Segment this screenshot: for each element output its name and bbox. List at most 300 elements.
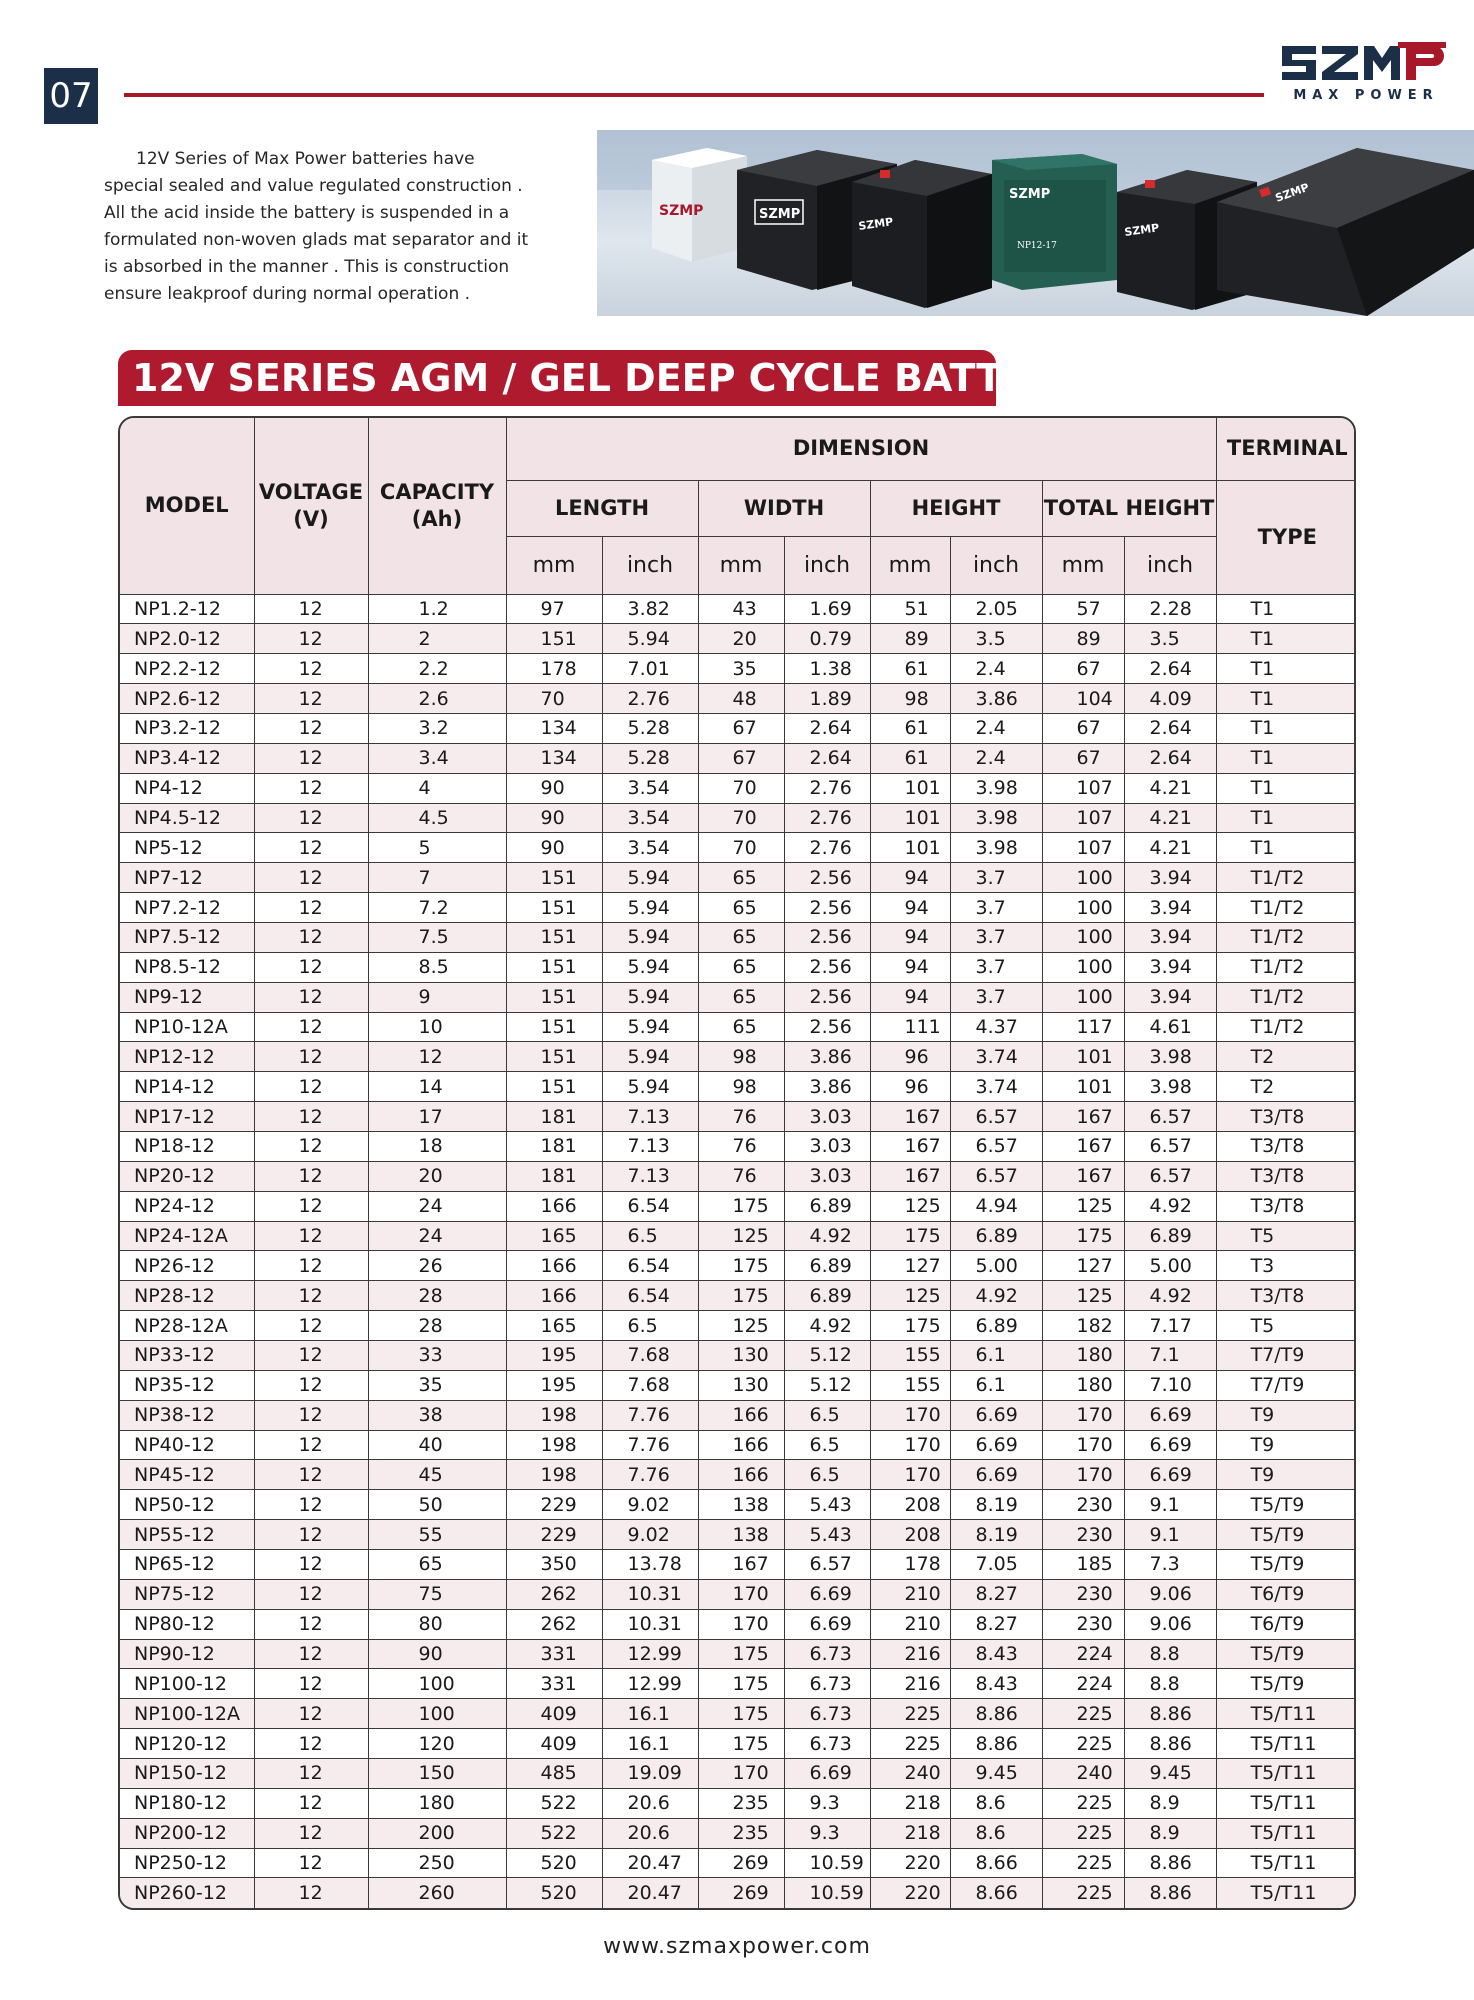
cell-height-inch: 3.74 [950,1042,1042,1072]
table-row [120,1191,1356,1221]
header-total-height-mm: mm [1042,536,1124,594]
cell-height-inch: 6.89 [950,1311,1042,1341]
table-row [120,1072,1356,1102]
cell-terminal-type: T9 [1216,1460,1356,1490]
cell-voltage: 12 [254,743,368,773]
table-row [120,1340,1356,1370]
cell-height-inch: 3.98 [950,773,1042,803]
page-number: 07 [44,68,98,124]
cell-total-height-inch: 9.06 [1124,1579,1216,1609]
header-rule [124,93,1264,97]
cell-model: NP200-12 [120,1818,254,1848]
cell-width-inch: 3.03 [784,1161,870,1191]
cell-width-inch: 1.38 [784,654,870,684]
cell-width-mm: 35 [698,654,784,684]
cell-width-mm: 65 [698,952,784,982]
cell-model: NP20-12 [120,1161,254,1191]
cell-total-height-inch: 4.92 [1124,1281,1216,1311]
cell-total-height-inch: 2.64 [1124,654,1216,684]
cell-capacity: 14 [368,1072,506,1102]
cell-total-height-mm: 167 [1042,1131,1124,1161]
cell-width-inch: 6.89 [784,1191,870,1221]
brand-tagline: MAX POWER [1293,88,1439,103]
cell-capacity: 17 [368,1102,506,1132]
cell-voltage: 12 [254,1370,368,1400]
cell-total-height-mm: 175 [1042,1221,1124,1251]
cell-voltage: 12 [254,1639,368,1669]
cell-capacity: 33 [368,1340,506,1370]
cell-height-mm: 220 [870,1848,950,1878]
cell-model: NP3.2-12 [120,713,254,743]
cell-height-mm: 170 [870,1400,950,1430]
table-row [120,1311,1356,1341]
cell-voltage: 12 [254,1729,368,1759]
cell-length-mm: 198 [506,1400,602,1430]
cell-terminal-type: T5/T11 [1216,1848,1356,1878]
cell-terminal-type: T5/T11 [1216,1729,1356,1759]
cell-width-inch: 9.3 [784,1788,870,1818]
cell-capacity: 12 [368,1042,506,1072]
cell-width-inch: 2.76 [784,833,870,863]
cell-model: NP100-12A [120,1699,254,1729]
cell-total-height-inch: 7.10 [1124,1370,1216,1400]
cell-model: NP2.2-12 [120,654,254,684]
cell-terminal-type: T5/T9 [1216,1490,1356,1520]
cell-height-mm: 125 [870,1281,950,1311]
cell-voltage: 12 [254,952,368,982]
cell-voltage: 12 [254,1609,368,1639]
cell-total-height-mm: 125 [1042,1191,1124,1221]
cell-width-mm: 125 [698,1311,784,1341]
cell-terminal-type: T3/T8 [1216,1191,1356,1221]
cell-terminal-type: T2 [1216,1072,1356,1102]
table-row [120,1699,1356,1729]
cell-length-mm: 262 [506,1609,602,1639]
cell-model: NP4.5-12 [120,803,254,833]
cell-model: NP5-12 [120,833,254,863]
header-length-inch: inch [602,536,698,594]
header-height-mm: mm [870,536,950,594]
cell-voltage: 12 [254,1848,368,1878]
cell-width-inch: 4.92 [784,1311,870,1341]
cell-total-height-mm: 170 [1042,1460,1124,1490]
cell-height-inch: 3.7 [950,893,1042,923]
cell-total-height-inch: 8.86 [1124,1699,1216,1729]
cell-height-mm: 216 [870,1669,950,1699]
cell-total-height-mm: 167 [1042,1161,1124,1191]
cell-voltage: 12 [254,684,368,714]
cell-total-height-mm: 185 [1042,1550,1124,1580]
cell-length-inch: 7.13 [602,1161,698,1191]
cell-width-inch: 9.3 [784,1818,870,1848]
cell-voltage: 12 [254,1221,368,1251]
cell-length-mm: 198 [506,1460,602,1490]
cell-terminal-type: T5/T11 [1216,1878,1356,1908]
cell-length-inch: 10.31 [602,1609,698,1639]
header-height: HEIGHT [870,480,1042,536]
cell-terminal-type: T2 [1216,1042,1356,1072]
cell-model: NP28-12 [120,1281,254,1311]
table-row [120,1848,1356,1878]
section-title-banner: 12V SERIES AGM / GEL DEEP CYCLE BATTERY [118,350,996,406]
cell-height-inch: 6.69 [950,1400,1042,1430]
cell-width-inch: 6.73 [784,1639,870,1669]
cell-terminal-type: T5/T9 [1216,1520,1356,1550]
cell-height-mm: 170 [870,1430,950,1460]
cell-length-mm: 151 [506,1072,602,1102]
cell-width-mm: 43 [698,594,784,624]
cell-width-inch: 6.69 [784,1579,870,1609]
cell-length-mm: 520 [506,1848,602,1878]
cell-terminal-type: T1 [1216,594,1356,624]
cell-length-inch: 7.76 [602,1400,698,1430]
cell-total-height-mm: 89 [1042,624,1124,654]
cell-width-inch: 5.43 [784,1490,870,1520]
table-row [120,773,1356,803]
cell-voltage: 12 [254,803,368,833]
table-row [120,803,1356,833]
cell-length-inch: 13.78 [602,1550,698,1580]
cell-length-inch: 7.76 [602,1460,698,1490]
cell-total-height-mm: 101 [1042,1072,1124,1102]
cell-length-mm: 151 [506,863,602,893]
cell-width-mm: 175 [698,1251,784,1281]
header-length-mm: mm [506,536,602,594]
cell-terminal-type: T1/T2 [1216,863,1356,893]
cell-width-mm: 170 [698,1759,784,1789]
table-row [120,893,1356,923]
cell-length-inch: 6.5 [602,1221,698,1251]
cell-width-inch: 2.64 [784,743,870,773]
cell-model: NP40-12 [120,1430,254,1460]
cell-capacity: 40 [368,1430,506,1460]
battery-spec-table [118,416,1356,1910]
table-row [120,624,1356,654]
cell-total-height-inch: 4.61 [1124,1012,1216,1042]
cell-total-height-inch: 6.57 [1124,1102,1216,1132]
cell-capacity: 50 [368,1490,506,1520]
cell-voltage: 12 [254,982,368,1012]
cell-total-height-mm: 225 [1042,1699,1124,1729]
cell-capacity: 35 [368,1370,506,1400]
table-row [120,1370,1356,1400]
table-row [120,1729,1356,1759]
cell-capacity: 120 [368,1729,506,1759]
cell-total-height-inch: 8.9 [1124,1818,1216,1848]
cell-total-height-inch: 8.86 [1124,1848,1216,1878]
cell-length-inch: 5.94 [602,624,698,654]
cell-height-inch: 3.7 [950,922,1042,952]
cell-length-inch: 5.94 [602,982,698,1012]
cell-voltage: 12 [254,1012,368,1042]
cell-width-inch: 6.73 [784,1669,870,1699]
cell-height-mm: 89 [870,624,950,654]
cell-height-mm: 96 [870,1042,950,1072]
table-row [120,1609,1356,1639]
cell-voltage: 12 [254,1400,368,1430]
cell-capacity: 24 [368,1221,506,1251]
cell-voltage: 12 [254,863,368,893]
cell-width-inch: 3.03 [784,1102,870,1132]
cell-terminal-type: T5 [1216,1221,1356,1251]
cell-height-mm: 216 [870,1639,950,1669]
cell-length-inch: 2.76 [602,684,698,714]
cell-length-inch: 6.54 [602,1251,698,1281]
cell-total-height-mm: 107 [1042,833,1124,863]
cell-height-mm: 220 [870,1878,950,1908]
cell-width-inch: 6.5 [784,1400,870,1430]
cell-length-mm: 262 [506,1579,602,1609]
cell-length-mm: 70 [506,684,602,714]
cell-total-height-inch: 4.21 [1124,803,1216,833]
table-row [120,1281,1356,1311]
intro-text: 12V Series of Max Power batteries have special sealed and value regulated construction . All the acid inside the battery is suspended in a formulated non-woven glads mat separator and it is absorbed in the manner . This is construction ensure leakproof during normal operation . [104,149,529,304]
table-row [120,1161,1356,1191]
cell-voltage: 12 [254,624,368,654]
cell-width-mm: 269 [698,1878,784,1908]
cell-width-mm: 167 [698,1550,784,1580]
cell-voltage: 12 [254,1520,368,1550]
cell-height-mm: 210 [870,1579,950,1609]
cell-capacity: 7.2 [368,893,506,923]
table-row [120,982,1356,1012]
table-row [120,684,1356,714]
cell-width-mm: 170 [698,1579,784,1609]
cell-height-mm: 94 [870,922,950,952]
cell-terminal-type: T1/T2 [1216,982,1356,1012]
table-body [120,594,1356,1908]
cell-height-mm: 210 [870,1609,950,1639]
cell-width-mm: 65 [698,922,784,952]
green-battery-model-text: NP12-17 [1017,241,1057,251]
cell-width-mm: 175 [698,1699,784,1729]
table-row [120,1131,1356,1161]
table-row [120,1221,1356,1251]
table-row [120,743,1356,773]
cell-capacity: 55 [368,1520,506,1550]
cell-total-height-mm: 67 [1042,743,1124,773]
cell-total-height-inch: 3.94 [1124,893,1216,923]
cell-capacity: 7.5 [368,922,506,952]
cell-height-mm: 94 [870,952,950,982]
cell-capacity: 10 [368,1012,506,1042]
cell-length-mm: 195 [506,1370,602,1400]
cell-total-height-inch: 3.94 [1124,952,1216,982]
cell-length-inch: 7.68 [602,1370,698,1400]
svg-text:SZMP: SZMP [1123,221,1160,239]
cell-height-inch: 4.37 [950,1012,1042,1042]
cell-model: NP80-12 [120,1609,254,1639]
cell-total-height-mm: 167 [1042,1102,1124,1132]
cell-width-mm: 138 [698,1520,784,1550]
battery-product-photo [597,130,1474,316]
cell-capacity: 20 [368,1161,506,1191]
cell-model: NP9-12 [120,982,254,1012]
cell-length-inch: 7.13 [602,1102,698,1132]
cell-width-mm: 175 [698,1669,784,1699]
cell-total-height-mm: 170 [1042,1430,1124,1460]
cell-height-mm: 94 [870,982,950,1012]
cell-width-inch: 10.59 [784,1878,870,1908]
cell-capacity: 8.5 [368,952,506,982]
cell-total-height-inch: 8.8 [1124,1639,1216,1669]
cell-total-height-inch: 8.86 [1124,1729,1216,1759]
cell-total-height-mm: 230 [1042,1579,1124,1609]
cell-width-inch: 6.5 [784,1430,870,1460]
cell-capacity: 7 [368,863,506,893]
cell-width-inch: 6.73 [784,1699,870,1729]
cell-total-height-inch: 3.98 [1124,1072,1216,1102]
cell-height-inch: 6.57 [950,1102,1042,1132]
cell-length-inch: 7.76 [602,1430,698,1460]
svg-text:SZMP: SZMP [1009,187,1051,202]
cell-length-inch: 5.28 [602,743,698,773]
cell-length-mm: 165 [506,1311,602,1341]
cell-length-inch: 12.99 [602,1669,698,1699]
cell-total-height-inch: 6.69 [1124,1430,1216,1460]
cell-width-mm: 67 [698,743,784,773]
cell-terminal-type: T1 [1216,773,1356,803]
cell-voltage: 12 [254,1550,368,1580]
cell-voltage: 12 [254,1759,368,1789]
cell-model: NP65-12 [120,1550,254,1580]
cell-total-height-inch: 4.21 [1124,773,1216,803]
cell-height-inch: 2.4 [950,713,1042,743]
cell-voltage: 12 [254,893,368,923]
cell-total-height-inch: 2.64 [1124,713,1216,743]
header-total-height: TOTAL HEIGHT [1042,480,1216,536]
cell-width-mm: 125 [698,1221,784,1251]
cell-model: NP2.0-12 [120,624,254,654]
cell-capacity: 3.2 [368,713,506,743]
cell-length-inch: 9.02 [602,1490,698,1520]
cell-voltage: 12 [254,1579,368,1609]
green-battery-image [992,154,1117,290]
cell-model: NP3.4-12 [120,743,254,773]
cell-voltage: 12 [254,773,368,803]
cell-width-inch: 6.89 [784,1281,870,1311]
black-battery-image-2 [852,160,992,308]
cell-capacity: 28 [368,1281,506,1311]
cell-height-mm: 208 [870,1520,950,1550]
header-voltage: VOLTAGE (V) [254,418,368,594]
cell-length-inch: 5.94 [602,863,698,893]
cell-length-inch: 3.54 [602,773,698,803]
cell-voltage: 12 [254,1818,368,1848]
cell-width-inch: 5.12 [784,1370,870,1400]
cell-total-height-inch: 7.3 [1124,1550,1216,1580]
cell-height-inch: 3.74 [950,1072,1042,1102]
table-row [120,1012,1356,1042]
cell-model: NP2.6-12 [120,684,254,714]
cell-model: NP1.2-12 [120,594,254,624]
cell-total-height-inch: 9.06 [1124,1609,1216,1639]
table-row [120,1878,1356,1908]
cell-length-inch: 6.5 [602,1311,698,1341]
cell-height-inch: 6.89 [950,1221,1042,1251]
cell-total-height-inch: 4.21 [1124,833,1216,863]
cell-voltage: 12 [254,654,368,684]
cell-width-inch: 5.43 [784,1520,870,1550]
cell-width-inch: 0.79 [784,624,870,654]
table-row [120,713,1356,743]
table-row [120,654,1356,684]
cell-model: NP180-12 [120,1788,254,1818]
cell-length-inch: 20.47 [602,1848,698,1878]
cell-length-inch: 5.94 [602,1012,698,1042]
cell-width-mm: 67 [698,713,784,743]
cell-width-inch: 6.73 [784,1729,870,1759]
cell-length-mm: 97 [506,594,602,624]
cell-length-mm: 195 [506,1340,602,1370]
cell-height-inch: 3.7 [950,982,1042,1012]
cell-length-mm: 166 [506,1281,602,1311]
cell-total-height-mm: 180 [1042,1370,1124,1400]
cell-length-inch: 16.1 [602,1699,698,1729]
cell-voltage: 12 [254,833,368,863]
cell-terminal-type: T6/T9 [1216,1579,1356,1609]
table-row [120,594,1356,624]
cell-voltage: 12 [254,1251,368,1281]
table-row [120,1788,1356,1818]
cell-height-mm: 167 [870,1161,950,1191]
cell-width-inch: 6.57 [784,1550,870,1580]
cell-model: NP12-12 [120,1042,254,1072]
cell-width-mm: 65 [698,863,784,893]
cell-voltage: 12 [254,1311,368,1341]
cell-total-height-inch: 6.57 [1124,1161,1216,1191]
cell-height-inch: 8.19 [950,1490,1042,1520]
cell-height-mm: 101 [870,803,950,833]
cell-length-mm: 166 [506,1191,602,1221]
cell-capacity: 1.2 [368,594,506,624]
cell-total-height-inch: 9.1 [1124,1490,1216,1520]
cell-model: NP8.5-12 [120,952,254,982]
footer-website: www.szmaxpower.com [603,1934,871,1959]
cell-width-mm: 76 [698,1131,784,1161]
cell-height-inch: 3.5 [950,624,1042,654]
cell-capacity: 45 [368,1460,506,1490]
cell-width-inch: 1.69 [784,594,870,624]
table-row [120,1251,1356,1281]
cell-voltage: 12 [254,1102,368,1132]
cell-length-inch: 20.6 [602,1818,698,1848]
cell-height-inch: 8.86 [950,1729,1042,1759]
cell-voltage: 12 [254,1042,368,1072]
cell-width-inch: 4.92 [784,1221,870,1251]
cell-width-inch: 1.89 [784,684,870,714]
cell-total-height-mm: 224 [1042,1669,1124,1699]
cell-length-mm: 181 [506,1102,602,1132]
cell-terminal-type: T3/T8 [1216,1131,1356,1161]
cell-height-mm: 98 [870,684,950,714]
cell-total-height-mm: 230 [1042,1609,1124,1639]
cell-length-mm: 331 [506,1639,602,1669]
cell-height-inch: 6.1 [950,1340,1042,1370]
cell-width-inch: 6.89 [784,1251,870,1281]
cell-total-height-inch: 2.28 [1124,594,1216,624]
cell-height-inch: 8.66 [950,1878,1042,1908]
cell-terminal-type: T5/T9 [1216,1639,1356,1669]
cell-model: NP28-12A [120,1311,254,1341]
cell-model: NP45-12 [120,1460,254,1490]
cell-voltage: 12 [254,922,368,952]
cell-length-mm: 409 [506,1729,602,1759]
cell-length-inch: 6.54 [602,1191,698,1221]
cell-length-mm: 520 [506,1878,602,1908]
cell-model: NP250-12 [120,1848,254,1878]
cell-voltage: 12 [254,1430,368,1460]
